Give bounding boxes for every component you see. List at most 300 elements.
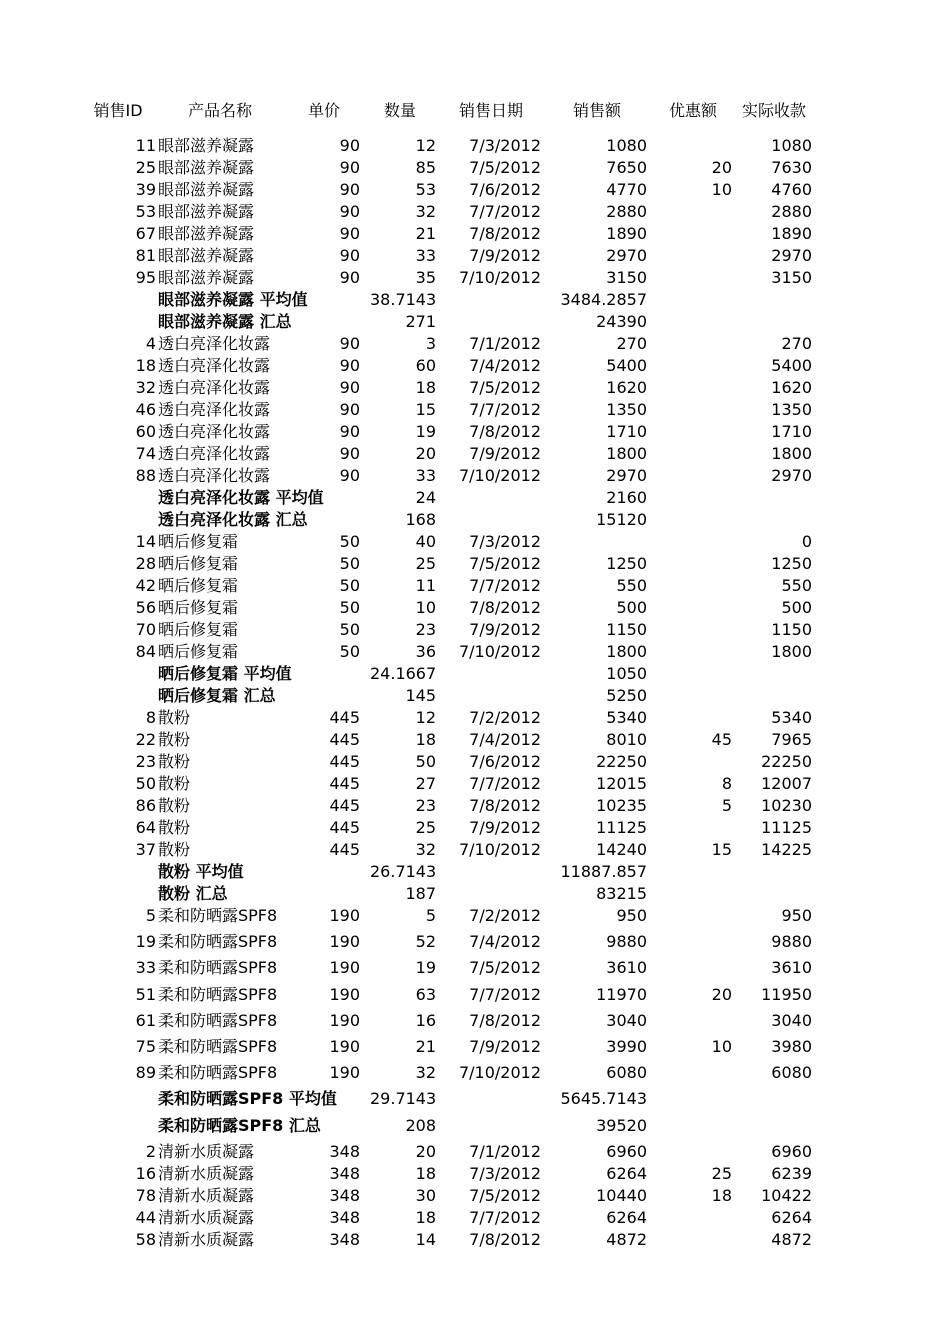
cell-amount: 550 [616, 576, 647, 595]
cell-amount: 3040 [606, 1010, 647, 1030]
cell-date: 7/5/2012 [469, 158, 541, 177]
table-row [0, 1010, 950, 1032]
cell-name: 柔和防晒露SPF8 [158, 1010, 278, 1030]
table-row [0, 377, 950, 399]
cell-date: 7/8/2012 [469, 1229, 541, 1249]
cell-qty: 12 [415, 136, 436, 155]
cell-qty: 25 [415, 554, 436, 573]
cell-date: 7/8/2012 [469, 1010, 541, 1030]
table-row [0, 157, 950, 179]
table-row [0, 957, 950, 979]
header-product-name: 产品名称 [187, 101, 252, 120]
cell-qty: 36 [415, 642, 436, 661]
cell-amount: 3990 [606, 1037, 647, 1056]
cell-id: 56 [135, 598, 156, 617]
cell-amount: 1890 [606, 224, 647, 243]
cell-discount: 20 [711, 984, 732, 1004]
summary-row [0, 509, 950, 531]
cell-amount: 1620 [606, 378, 647, 397]
cell-name: 柔和防晒露SPF8 [158, 958, 278, 978]
header-sales-amount: 销售额 [572, 101, 621, 120]
cell-name: 眼部滋养凝露 [158, 224, 255, 243]
cell-qty: 20 [415, 1141, 436, 1161]
cell-qty: 12 [415, 708, 436, 727]
cell-date: 7/5/2012 [469, 378, 541, 397]
cell-price: 50 [339, 598, 360, 617]
cell-qty: 208 [405, 1115, 436, 1135]
cell-price: 348 [329, 1141, 360, 1161]
cell-discount: 20 [711, 158, 732, 177]
cell-amount [545, 531, 647, 553]
cell-received: 12007 [761, 774, 812, 793]
cell-date: 7/9/2012 [469, 246, 541, 265]
cell-name: 透白亮泽化妆露 [158, 356, 271, 375]
cell-qty: 27 [415, 774, 436, 793]
cell-id: 50 [135, 774, 156, 793]
table-row [0, 267, 950, 289]
cell-amount: 1150 [606, 620, 647, 639]
cell-discount [670, 135, 732, 157]
cell-amount: 2970 [606, 246, 647, 265]
cell-amount: 10235 [596, 796, 647, 815]
cell-discount: 10 [711, 180, 732, 199]
cell-date: 7/1/2012 [469, 334, 541, 353]
cell-received: 4760 [771, 180, 812, 199]
cell-qty: 23 [415, 620, 436, 639]
header-quantity: 数量 [383, 101, 416, 120]
cell-name: 散粉 [158, 774, 191, 793]
table-row [0, 443, 950, 465]
table-row [0, 641, 950, 663]
cell-qty: 40 [415, 532, 436, 551]
cell-discount [670, 355, 732, 377]
cell-price: 190 [329, 1063, 360, 1083]
cell-id: 25 [135, 158, 156, 177]
cell-id: 64 [135, 818, 156, 837]
cell-date: 7/5/2012 [469, 958, 541, 978]
cell-id: 61 [135, 1010, 156, 1030]
cell-received: 10230 [761, 796, 812, 815]
cell-name: 清新水质凝露 [158, 1163, 255, 1183]
cell-price: 190 [329, 1010, 360, 1030]
cell-qty: 30 [415, 1185, 436, 1205]
cell-amount: 950 [616, 906, 647, 925]
cell-discount [670, 1141, 732, 1163]
table-row [0, 1185, 950, 1207]
cell-received: 1800 [771, 642, 812, 661]
cell-qty: 10 [415, 598, 436, 617]
cell-received: 1800 [771, 444, 812, 463]
cell-price: 50 [339, 532, 360, 551]
cell-qty: 18 [415, 1207, 436, 1227]
summary-row [0, 1115, 950, 1137]
cell-name: 柔和防晒露SPF8 [158, 1037, 278, 1056]
cell-price: 90 [339, 356, 360, 375]
cell-amount: 3484.2857 [560, 290, 647, 309]
cell-name: 透白亮泽化妆露 [158, 422, 271, 441]
cell-name: 清新水质凝露 [158, 1141, 255, 1161]
cell-received: 6080 [771, 1063, 812, 1083]
table-row [0, 1062, 950, 1084]
cell-date: 7/5/2012 [469, 1185, 541, 1205]
cell-amount: 22250 [596, 752, 647, 771]
table-row [0, 751, 950, 773]
cell-date: 7/7/2012 [469, 576, 541, 595]
cell-qty: 168 [405, 510, 436, 529]
cell-qty: 24 [415, 488, 436, 507]
cell-date: 7/9/2012 [469, 1037, 541, 1056]
cell-price: 348 [329, 1229, 360, 1249]
cell-id: 39 [135, 180, 156, 199]
cell-discount [670, 707, 732, 729]
cell-qty: 35 [415, 268, 436, 287]
cell-price: 190 [329, 906, 360, 925]
cell-amount: 83215 [596, 884, 647, 903]
cell-discount [670, 333, 732, 355]
table-row [0, 399, 950, 421]
cell-amount: 3150 [606, 268, 647, 287]
cell-received: 3040 [771, 1010, 812, 1030]
cell-name: 清新水质凝露 [158, 1229, 255, 1249]
table-row [0, 179, 950, 201]
cell-qty: 33 [415, 246, 436, 265]
cell-received: 500 [781, 598, 812, 617]
table-row [0, 201, 950, 223]
cell-price: 90 [339, 268, 360, 287]
cell-qty: 145 [405, 686, 436, 705]
cell-id: 4 [145, 334, 156, 353]
cell-discount [670, 377, 732, 399]
cell-received: 7965 [771, 730, 812, 749]
cell-id: 74 [135, 444, 156, 463]
cell-name: 眼部滋养凝露 汇总 [158, 312, 292, 331]
cell-id: 18 [135, 356, 156, 375]
cell-discount [670, 597, 732, 619]
cell-received: 7630 [771, 158, 812, 177]
cell-date: 7/4/2012 [469, 730, 541, 749]
cell-id: 42 [135, 576, 156, 595]
cell-name: 晒后修复霜 [158, 598, 239, 617]
cell-price: 90 [339, 202, 360, 221]
cell-received: 6960 [771, 1141, 812, 1161]
summary-row [0, 883, 950, 905]
cell-name: 散粉 [158, 730, 191, 749]
cell-received: 0 [801, 532, 812, 551]
cell-received: 3980 [771, 1037, 812, 1056]
cell-name: 眼部滋养凝露 [158, 268, 255, 287]
cell-discount [670, 201, 732, 223]
cell-id: 95 [135, 268, 156, 287]
cell-name: 柔和防晒露SPF8 [158, 906, 278, 925]
cell-qty: 24.1667 [370, 664, 437, 683]
table-row [0, 795, 950, 817]
cell-amount: 15120 [596, 510, 647, 529]
cell-discount [670, 817, 732, 839]
cell-id: 32 [135, 378, 156, 397]
cell-name: 清新水质凝露 [158, 1207, 255, 1227]
cell-id: 67 [135, 224, 156, 243]
cell-qty: 63 [415, 984, 436, 1004]
cell-qty: 20 [415, 444, 436, 463]
cell-received: 6239 [771, 1163, 812, 1183]
cell-discount [670, 1229, 732, 1251]
cell-date: 7/9/2012 [469, 818, 541, 837]
cell-price: 90 [339, 444, 360, 463]
cell-date: 7/8/2012 [469, 224, 541, 243]
cell-qty: 32 [415, 840, 436, 859]
cell-id: 2 [145, 1141, 156, 1161]
cell-discount [670, 957, 732, 979]
table-row [0, 553, 950, 575]
cell-qty: 50 [415, 752, 436, 771]
cell-price: 190 [329, 958, 360, 978]
cell-received: 5340 [771, 708, 812, 727]
cell-price: 90 [339, 334, 360, 353]
cell-discount: 25 [711, 1163, 732, 1183]
cell-amount: 1710 [606, 422, 647, 441]
cell-received: 1150 [771, 620, 812, 639]
cell-qty: 26.7143 [370, 862, 437, 881]
cell-name: 柔和防晒露SPF8 [158, 932, 278, 952]
cell-id: 23 [135, 752, 156, 771]
cell-discount: 18 [711, 1185, 732, 1205]
cell-id: 51 [135, 984, 156, 1004]
cell-id: 33 [135, 958, 156, 978]
table-row [0, 905, 950, 927]
cell-amount: 1350 [606, 400, 647, 419]
cell-date: 7/2/2012 [469, 906, 541, 925]
cell-received: 10422 [761, 1185, 812, 1205]
cell-date: 7/4/2012 [469, 356, 541, 375]
cell-qty: 23 [415, 796, 436, 815]
table-row [0, 619, 950, 641]
cell-qty: 19 [415, 958, 436, 978]
cell-received: 1250 [771, 554, 812, 573]
cell-qty: 32 [415, 1063, 436, 1083]
cell-received: 1620 [771, 378, 812, 397]
table-row [0, 531, 950, 553]
cell-received: 950 [781, 906, 812, 925]
cell-received: 1890 [771, 224, 812, 243]
table-row [0, 1163, 950, 1185]
cell-date: 7/7/2012 [469, 774, 541, 793]
summary-row [0, 311, 950, 333]
cell-id: 46 [135, 400, 156, 419]
cell-price: 445 [329, 752, 360, 771]
cell-amount: 39520 [596, 1115, 647, 1135]
cell-amount: 3610 [606, 958, 647, 978]
cell-discount: 10 [711, 1037, 732, 1056]
cell-qty: 29.7143 [370, 1089, 437, 1109]
cell-date: 7/9/2012 [469, 444, 541, 463]
cell-amount: 1250 [606, 554, 647, 573]
cell-qty: 25 [415, 818, 436, 837]
cell-amount: 14240 [596, 840, 647, 859]
cell-qty: 21 [415, 1037, 436, 1056]
cell-amount: 4770 [606, 180, 647, 199]
cell-qty: 33 [415, 466, 436, 485]
table-row [0, 729, 950, 751]
cell-qty: 38.7143 [370, 290, 437, 309]
cell-discount [670, 1062, 732, 1084]
cell-id: 58 [135, 1229, 156, 1249]
cell-received: 550 [781, 576, 812, 595]
cell-id: 28 [135, 554, 156, 573]
cell-date: 7/9/2012 [469, 620, 541, 639]
cell-amount: 8010 [606, 730, 647, 749]
cell-received: 22250 [761, 752, 812, 771]
cell-price: 445 [329, 796, 360, 815]
table-row [0, 984, 950, 1006]
header-sales-id: 销售ID [93, 101, 143, 120]
cell-name: 眼部滋养凝露 [158, 136, 255, 155]
cell-price: 445 [329, 730, 360, 749]
summary-row [0, 1088, 950, 1110]
table-row [0, 333, 950, 355]
cell-price: 190 [329, 932, 360, 952]
cell-qty: 18 [415, 730, 436, 749]
cell-received: 14225 [761, 840, 812, 859]
cell-amount: 11970 [596, 984, 647, 1004]
cell-name: 眼部滋养凝露 [158, 180, 255, 199]
cell-id: 8 [145, 708, 156, 727]
cell-discount [670, 575, 732, 597]
cell-received: 2970 [771, 246, 812, 265]
cell-date: 7/7/2012 [469, 1207, 541, 1227]
cell-amount: 6264 [606, 1207, 647, 1227]
cell-received: 270 [781, 334, 812, 353]
cell-date: 7/10/2012 [458, 466, 541, 485]
cell-price: 90 [339, 224, 360, 243]
cell-amount: 2970 [606, 466, 647, 485]
table-row [0, 1036, 950, 1058]
cell-qty: 14 [415, 1229, 436, 1249]
cell-received: 2970 [771, 466, 812, 485]
cell-amount: 11887.857 [560, 862, 647, 881]
cell-name: 柔和防晒露SPF8 [158, 984, 278, 1004]
cell-date: 7/2/2012 [469, 708, 541, 727]
cell-discount [670, 465, 732, 487]
cell-name: 清新水质凝露 [158, 1185, 255, 1205]
cell-amount: 24390 [596, 312, 647, 331]
cell-qty: 53 [415, 180, 436, 199]
cell-id: 70 [135, 620, 156, 639]
table-row [0, 707, 950, 729]
cell-id: 14 [135, 532, 156, 551]
cell-amount: 4872 [606, 1229, 647, 1249]
table-row [0, 465, 950, 487]
cell-amount: 270 [616, 334, 647, 353]
cell-name: 散粉 [158, 708, 191, 727]
table-row [0, 1141, 950, 1163]
header-sale-date: 销售日期 [458, 101, 523, 120]
cell-price: 445 [329, 708, 360, 727]
cell-price: 90 [339, 400, 360, 419]
cell-discount [670, 245, 732, 267]
cell-id: 16 [135, 1163, 156, 1183]
cell-name: 眼部滋养凝露 [158, 246, 255, 265]
cell-received: 1350 [771, 400, 812, 419]
cell-price: 190 [329, 1037, 360, 1056]
cell-amount: 10440 [596, 1185, 647, 1205]
cell-received: 1710 [771, 422, 812, 441]
cell-name: 晒后修复霜 平均值 [158, 664, 292, 683]
table-row [0, 1229, 950, 1251]
cell-discount [670, 931, 732, 953]
cell-price: 50 [339, 642, 360, 661]
cell-discount [670, 1207, 732, 1229]
cell-amount: 7650 [606, 158, 647, 177]
cell-received: 4872 [771, 1229, 812, 1249]
cell-qty: 15 [415, 400, 436, 419]
table-row [0, 421, 950, 443]
cell-name: 透白亮泽化妆露 [158, 334, 271, 353]
cell-discount [670, 267, 732, 289]
cell-amount: 5645.7143 [560, 1089, 647, 1109]
cell-id: 5 [145, 906, 156, 925]
cell-price: 190 [329, 984, 360, 1004]
cell-date: 7/7/2012 [469, 984, 541, 1004]
cell-amount: 1800 [606, 444, 647, 463]
cell-price: 348 [329, 1163, 360, 1183]
summary-row [0, 663, 950, 685]
cell-qty: 11 [415, 576, 436, 595]
cell-discount [670, 553, 732, 575]
cell-amount: 9880 [606, 932, 647, 952]
cell-price: 445 [329, 774, 360, 793]
cell-name: 透白亮泽化妆露 [158, 378, 271, 397]
cell-name: 晒后修复霜 汇总 [158, 686, 276, 705]
cell-price: 50 [339, 576, 360, 595]
cell-qty: 18 [415, 378, 436, 397]
cell-id: 88 [135, 466, 156, 485]
cell-price: 348 [329, 1207, 360, 1227]
cell-discount [670, 399, 732, 421]
cell-received: 6264 [771, 1207, 812, 1227]
cell-price: 90 [339, 378, 360, 397]
cell-amount: 5400 [606, 356, 647, 375]
cell-discount [670, 223, 732, 245]
cell-price: 445 [329, 818, 360, 837]
cell-price: 90 [339, 246, 360, 265]
cell-discount: 8 [721, 774, 732, 793]
table-row [0, 245, 950, 267]
cell-name: 眼部滋养凝露 [158, 202, 255, 221]
table-row [0, 355, 950, 377]
cell-date: 7/10/2012 [458, 268, 541, 287]
cell-date: 7/6/2012 [469, 180, 541, 199]
cell-discount: 5 [721, 796, 732, 815]
cell-name: 透白亮泽化妆露 [158, 444, 271, 463]
cell-discount [670, 641, 732, 663]
cell-id: 53 [135, 202, 156, 221]
header-unit-price: 单价 [307, 101, 340, 120]
cell-name: 散粉 [158, 818, 191, 837]
cell-name: 透白亮泽化妆露 [158, 466, 271, 485]
cell-name: 柔和防晒露SPF8 [158, 1063, 278, 1083]
cell-date: 7/1/2012 [469, 1141, 541, 1161]
table-row [0, 597, 950, 619]
table-row [0, 1207, 950, 1229]
cell-name: 眼部滋养凝露 [158, 158, 255, 177]
cell-discount [670, 443, 732, 465]
summary-row [0, 685, 950, 707]
cell-date: 7/3/2012 [469, 136, 541, 155]
cell-discount: 15 [711, 840, 732, 859]
cell-amount: 1080 [606, 136, 647, 155]
cell-id: 89 [135, 1063, 156, 1083]
cell-received: 9880 [771, 932, 812, 952]
